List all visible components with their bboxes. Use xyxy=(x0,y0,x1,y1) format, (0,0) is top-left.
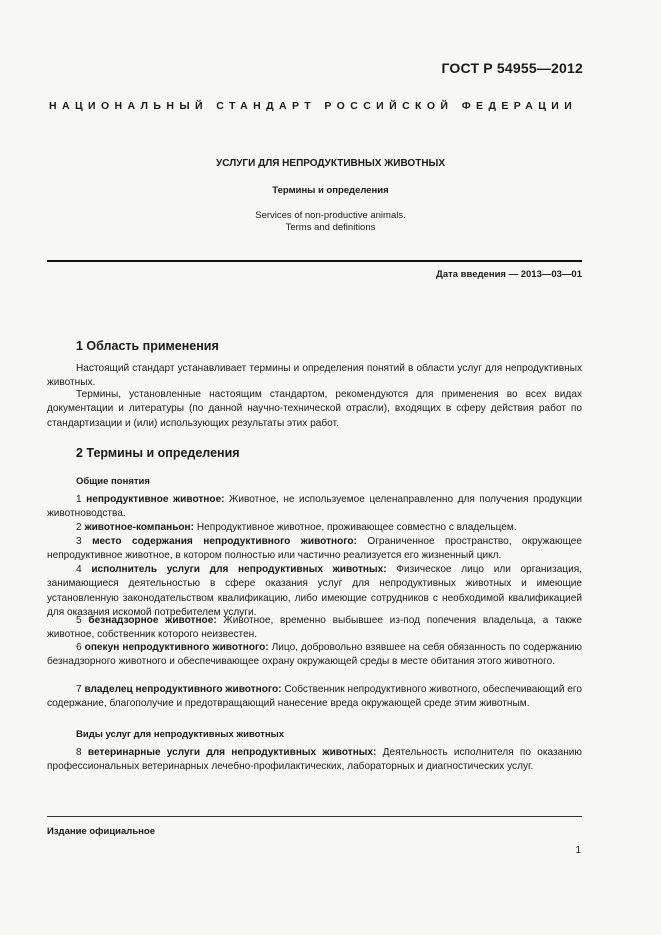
official-edition-label: Издание официальное xyxy=(47,826,155,837)
term-number: 1 xyxy=(76,494,82,505)
english-title-line-1: Services of non-productive animals. xyxy=(255,210,406,221)
term-number: 5 xyxy=(76,615,82,626)
term-definition: Непродуктивное животное, проживающее совместно с владельцем. xyxy=(194,522,517,533)
english-title-line-2: Terms and definitions xyxy=(285,222,376,233)
document-subtitle: Термины и определения xyxy=(272,185,389,196)
header-divider xyxy=(47,260,582,262)
term-definition: Животное, временно выбывшее из-под попечения владельца, а также животное, собственник которого неизвестен. xyxy=(47,615,582,641)
term-definition: Деятельность исполнителя по оказанию профессиональных ветеринарных лечебно-профилактических, лабораторных и диагностических услуг. xyxy=(47,747,582,773)
term-definition: Собственник непродуктивного животного, обеспечивающий его содержание, благополучие и предотвращающий нанесение вреда окружающей среде этим животным. xyxy=(47,684,582,710)
term-number: 3 xyxy=(76,536,82,547)
term-number: 2 xyxy=(76,522,82,533)
term-entry-2 xyxy=(47,521,582,535)
term-name: владелец непродуктивного животного: xyxy=(84,684,282,695)
national-standard-banner: НАЦИОНАЛЬНЫЙ СТАНДАРТ РОССИЙСКОЙ ФЕДЕРАЦИИ xyxy=(49,100,578,112)
term-name: животное-компаньон: xyxy=(84,522,195,533)
document-id: ГОСТ Р 54955—2012 xyxy=(441,60,583,76)
document-title: УСЛУГИ ДЛЯ НЕПРОДУКТИВНЫХ ЖИВОТНЫХ xyxy=(216,158,445,169)
term-name: непродуктивное животное: xyxy=(86,494,225,505)
section-2-heading: 2 Термины и определения xyxy=(76,446,240,460)
term-name: безнадзорное животное: xyxy=(88,615,217,626)
english-title xyxy=(0,210,661,234)
term-number: 6 xyxy=(76,642,82,653)
page-number: 1 xyxy=(575,845,581,856)
term-definition: Ограниченное пространство, окружающее непродуктивное животное, в котором полностью или частично реализуется его жизненный цикл. xyxy=(47,536,582,562)
term-entry-4 xyxy=(47,563,582,620)
footer-divider xyxy=(47,816,582,817)
group-heading-services: Виды услуг для непродуктивных животных xyxy=(76,729,285,740)
group-heading-general: Общие понятия xyxy=(76,476,150,487)
term-number: 4 xyxy=(76,564,82,575)
term-entry-7 xyxy=(47,683,582,712)
term-number: 7 xyxy=(76,684,82,695)
term-number: 8 xyxy=(76,747,82,758)
term-name: ветеринарные услуги для непродуктивных животных: xyxy=(87,747,377,758)
term-name: место содержания непродуктивного животного: xyxy=(92,536,357,547)
term-definition: Животное, не используемое целенаправленно для получения продукции животноводства. xyxy=(47,494,583,520)
term-name: исполнитель услуги для непродуктивных животных: xyxy=(91,564,387,575)
term-name: опекун непродуктивного животного: xyxy=(84,642,269,653)
term-entry-8 xyxy=(47,746,582,775)
section-1-paragraph-2: Термины, установленные настоящим стандартом, рекомендуются для применения во всех видах документации и литературы (по данной научно-технической отрасли), входящих в сферу действия работ по стандартизации и (или) использующих результаты этих работ. xyxy=(47,389,582,429)
term-definition: Физическое лицо или организация, занимающиеся деятельностью в сфере оказания услуг для непродуктивных животных и имеющие установленную законодательством квалификацию, либо имеющие сотрудников с необходимой квалификацией для оказания искомой потребителем услуги. xyxy=(47,564,582,618)
section-1-paragraph-1: Настоящий стандарт устанавливает термины и определения понятий в области услуг для непродуктивных животных. xyxy=(47,363,582,389)
term-entry-5 xyxy=(47,614,582,643)
term-entry-1 xyxy=(47,493,582,522)
term-entry-3 xyxy=(47,535,582,564)
section-1-heading: 1 Область применения xyxy=(76,339,219,353)
date-of-introduction: Дата введения — 2013—03—01 xyxy=(436,269,582,280)
term-definition: Лицо, добровольно взявшее на себя обязанность по содержанию безнадзорного животного и обеспечивающее охрану окружающей среды в месте обитания этого животного. xyxy=(47,642,582,668)
term-entry-6 xyxy=(47,641,582,670)
